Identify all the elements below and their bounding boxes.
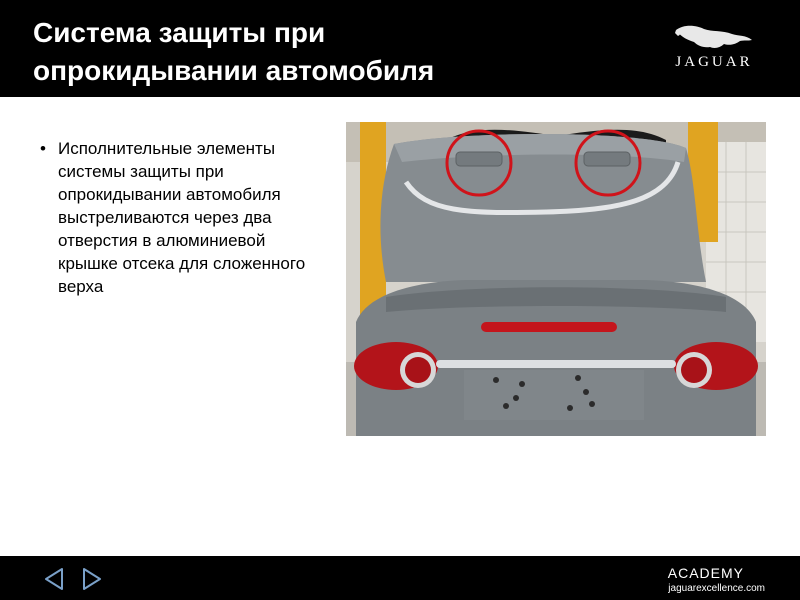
academy-url-link[interactable]: jaguarexcellence.com	[668, 583, 765, 594]
title-line-1: Система защиты при	[33, 17, 326, 48]
academy-title: ACADEMY	[667, 565, 744, 581]
leaping-jaguar-icon	[674, 22, 754, 52]
bullet-item-text: Исполнительные элементы системы защиты при опрокидывании автомобиля выстреливаются через два отверстия в алюминиевой крышке отсека для сложенного верха	[58, 139, 306, 296]
logo-wordmark: JAGUAR	[675, 54, 753, 70]
car-rear-photo	[346, 122, 766, 436]
slide-title	[33, 14, 593, 90]
bullet-marker: •	[40, 139, 46, 158]
header-bar	[0, 0, 800, 97]
next-slide-button[interactable]	[78, 566, 104, 592]
triangle-left-icon	[42, 566, 68, 592]
footer-bar	[0, 556, 800, 600]
triangle-right-icon	[78, 566, 104, 592]
jaguar-logo	[666, 22, 762, 74]
title-line-2: опрокидывании автомобиля	[33, 55, 435, 86]
previous-slide-button[interactable]	[42, 566, 68, 592]
